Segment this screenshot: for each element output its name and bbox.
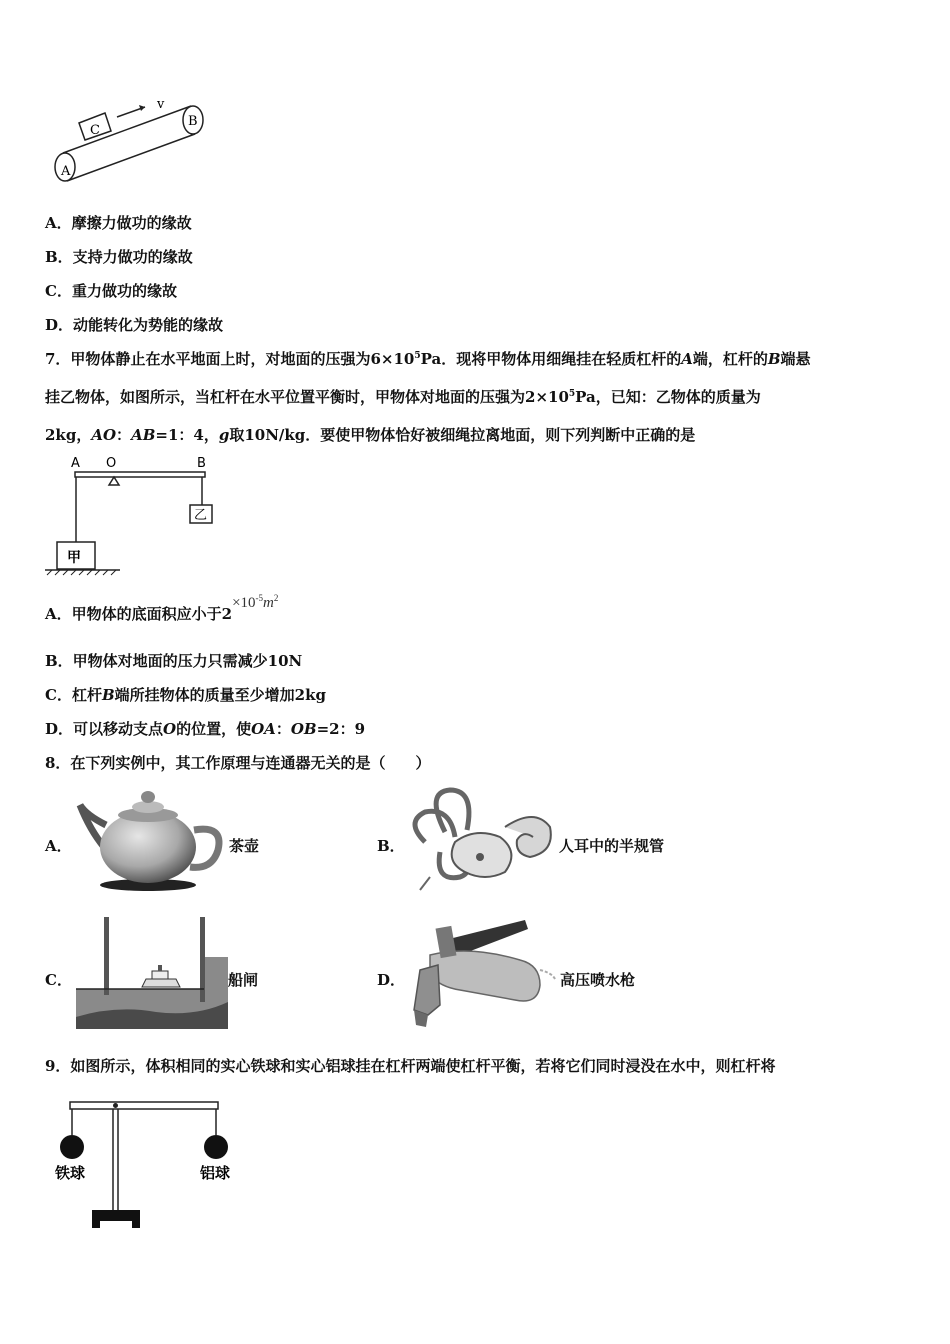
belt-label-a: A bbox=[61, 164, 71, 179]
teapot-image bbox=[78, 785, 228, 895]
q8-option-c-name: 船闸 bbox=[228, 971, 259, 989]
q7-option-b: B．甲物体对地面的压力只需减少10N bbox=[45, 652, 303, 670]
q6-option-d: D．动能转化为势能的缘故 bbox=[45, 316, 224, 334]
q8-option-b-letter: B． bbox=[377, 837, 405, 855]
q8-stem: 8．在下列实例中，其工作原理与连通器无关的是（ ） bbox=[45, 754, 431, 772]
belt-label-v: v bbox=[157, 97, 165, 112]
q8-option-a-letter: A． bbox=[45, 837, 72, 855]
balance-figure bbox=[50, 1095, 230, 1230]
belt-label-c: C bbox=[90, 123, 100, 138]
q6-option-c: C．重力做功的缘故 bbox=[45, 282, 177, 300]
lever-object-jia: 甲 bbox=[67, 550, 81, 566]
q7-stem-line2: 挂乙物体，如图所示，当杠杆在水平位置平衡时，甲物体对地面的压强为$2\times 10^5Pa$，已知：乙物体的质量为 bbox=[45, 388, 761, 406]
q7-option-c: C．杠杆B端所挂物体的质量至少增加2kg bbox=[45, 686, 326, 704]
conveyor-belt-figure bbox=[45, 95, 215, 190]
q8-option-c-letter: C． bbox=[45, 971, 72, 989]
lever-label-b: B bbox=[197, 456, 206, 471]
q7-option-a: A．甲物体的底面积应小于$2\times 10^{-5}m^2$ bbox=[45, 593, 279, 623]
water-gun-image bbox=[400, 915, 560, 1033]
belt-label-b: B bbox=[188, 114, 198, 129]
q6-option-a: A．摩擦力做功的缘故 bbox=[45, 214, 192, 232]
lever-figure bbox=[45, 455, 225, 575]
lever-object-yi: 乙 bbox=[194, 508, 208, 523]
q8-option-a-name: 茶壶 bbox=[229, 837, 260, 855]
ear-canal-image bbox=[405, 782, 557, 894]
q7-option-d: D．可以移动支点O的位置，使OA：OB=2：9 bbox=[45, 720, 366, 738]
q8-option-b-name: 人耳中的半规管 bbox=[559, 837, 665, 855]
iron-ball-label: 铁球 bbox=[55, 1164, 86, 1182]
lever-label-a: A bbox=[71, 456, 80, 471]
q6-option-b: B．支持力做功的缘故 bbox=[45, 248, 193, 266]
lever-label-o: O bbox=[106, 456, 117, 471]
q7-stem-line3: 2kg，AO：AB=1：4，g取10N/kg．要使甲物体恰好被细绳拉离地面，则下列判断中正确的是 bbox=[45, 426, 696, 444]
q9-stem: 9．如图所示，体积相同的实心铁球和实心铝球挂在杠杆两端使杠杆平衡，若将它们同时浸没在水中，则杠杆将 bbox=[45, 1057, 776, 1075]
ship-lock-image bbox=[76, 917, 228, 1029]
q8-option-d-name: 高压喷水枪 bbox=[560, 971, 636, 989]
aluminum-ball-label: 铝球 bbox=[200, 1164, 231, 1182]
q8-option-d-letter: D． bbox=[377, 971, 406, 989]
q7-stem-line1: 7．甲物体静止在水平地面上时，对地面的压强为$6\times 10^5Pa$．现将甲物体用细绳挂在轻质杠杆的A端，杠杆的B端悬 bbox=[45, 350, 811, 368]
